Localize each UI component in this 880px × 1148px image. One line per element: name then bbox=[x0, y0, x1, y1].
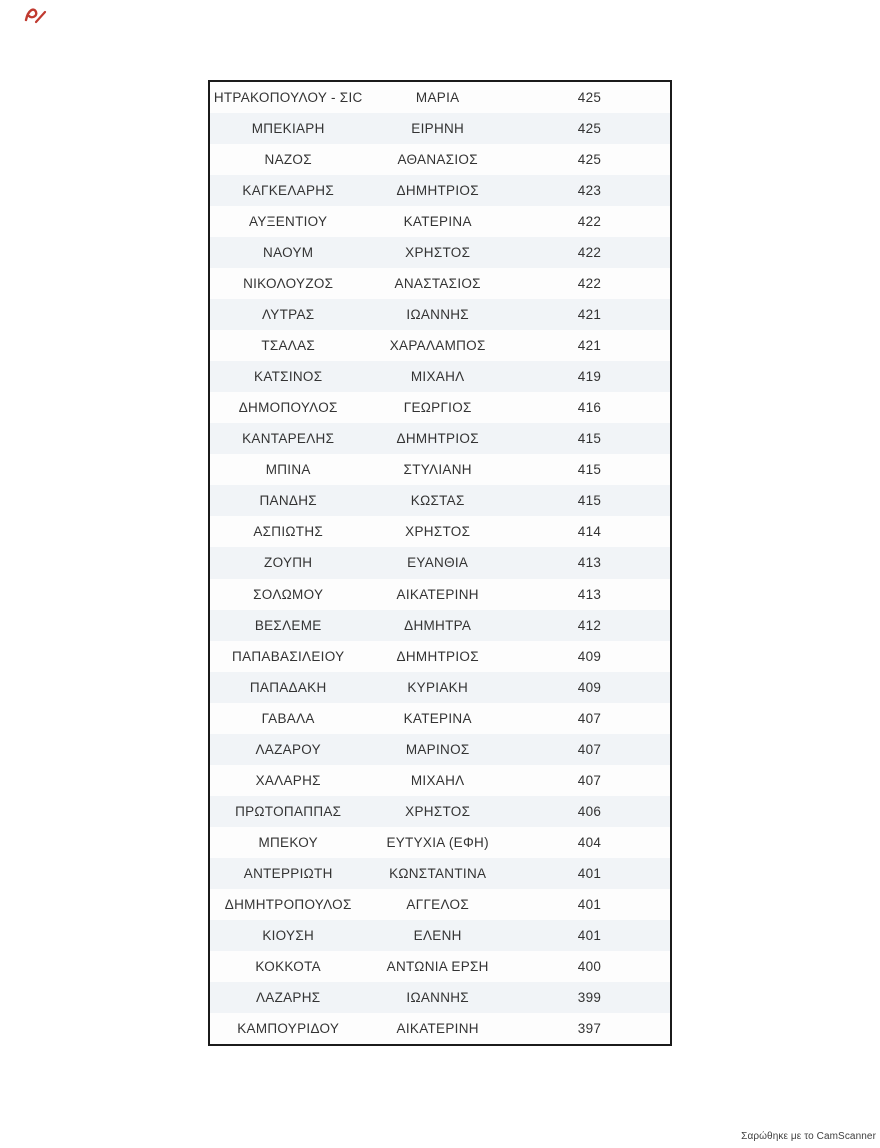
first-name-cell: ΧΡΗΣΤΟΣ bbox=[405, 803, 471, 819]
table-row bbox=[210, 268, 670, 299]
first-name-cell: ΓΕΩΡΓΙΟΣ bbox=[403, 400, 472, 416]
table-row bbox=[210, 858, 670, 889]
surname-cell: ΑΥΞΕΝΤΙΟΥ bbox=[249, 214, 328, 230]
votes-cell: 422 bbox=[577, 276, 602, 292]
table-row bbox=[210, 237, 670, 268]
votes-cell: 407 bbox=[577, 710, 602, 726]
first-name-cell: ΔΗΜΗΤΡΙΟΣ bbox=[396, 183, 479, 199]
votes-cell: 422 bbox=[577, 214, 602, 230]
votes-cell: 425 bbox=[577, 152, 602, 168]
votes-cell: 415 bbox=[577, 493, 602, 509]
votes-cell: 425 bbox=[577, 90, 602, 106]
table-row bbox=[210, 920, 670, 951]
votes-cell: 422 bbox=[577, 245, 602, 261]
first-name-cell: ΑΙΚΑΤΕΡΙΝΗ bbox=[396, 586, 479, 602]
votes-cell: 407 bbox=[577, 741, 602, 757]
first-name-cell: ΧΡΗΣΤΟΣ bbox=[405, 245, 471, 261]
votes-cell: 413 bbox=[577, 586, 602, 602]
table-row bbox=[210, 330, 670, 361]
first-name-cell: ΔΗΜΗΤΡΙΟΣ bbox=[396, 431, 479, 447]
first-name-cell: ΜΙΧΑΗΛ bbox=[410, 369, 465, 385]
votes-cell: 421 bbox=[577, 338, 602, 354]
first-name-cell: ΚΑΤΕΡΙΝΑ bbox=[403, 214, 472, 230]
table-row bbox=[210, 206, 670, 237]
votes-cell: 425 bbox=[577, 121, 602, 137]
votes-cell: 406 bbox=[577, 803, 602, 819]
first-name-cell: ΙΩΑΝΝΗΣ bbox=[406, 307, 469, 323]
first-name-cell: ΕΥΑΝΘΙΑ bbox=[407, 555, 469, 571]
votes-cell: 409 bbox=[577, 648, 602, 664]
surname-cell: ΠΑΝΔΗΣ bbox=[259, 493, 317, 509]
first-name-cell: ΑΝΑΣΤΑΣΙΟΣ bbox=[394, 276, 481, 292]
table-row bbox=[210, 361, 670, 392]
first-name-cell: ΚΩΣΤΑΣ bbox=[410, 493, 465, 509]
votes-cell: 413 bbox=[577, 555, 602, 571]
table-row bbox=[210, 547, 670, 578]
first-name-cell: ΚΩΝΣΤΑΝΤΙΝΑ bbox=[389, 865, 487, 881]
first-name-cell: ΚΥΡΙΑΚΗ bbox=[407, 679, 468, 695]
votes-cell: 415 bbox=[577, 462, 602, 478]
votes-cell: 416 bbox=[577, 400, 602, 416]
table-row bbox=[210, 672, 670, 703]
first-name-cell: ΧΡΗΣΤΟΣ bbox=[405, 524, 471, 540]
table-row bbox=[210, 827, 670, 858]
first-name-cell: ΙΩΑΝΝΗΣ bbox=[406, 989, 469, 1005]
votes-cell: 401 bbox=[577, 896, 602, 912]
surname-cell: ΣΟΛΩΜΟΥ bbox=[253, 586, 324, 602]
table-row bbox=[210, 516, 670, 547]
surname-cell: ΒΕΣΛΕΜΕ bbox=[254, 617, 322, 633]
table-row bbox=[210, 299, 670, 330]
surname-cell: ΠΡΩΤΟΠΑΠΠΑΣ bbox=[235, 803, 342, 819]
first-name-cell: ΧΑΡΑΛΑΜΠΟΣ bbox=[389, 338, 486, 354]
table-row bbox=[210, 765, 670, 796]
table-row bbox=[210, 579, 670, 610]
votes-cell: 423 bbox=[577, 183, 602, 199]
votes-cell: 400 bbox=[577, 958, 602, 974]
surname-cell: ΚΟΚΚΟΤΑ bbox=[255, 958, 321, 974]
votes-cell: 409 bbox=[577, 679, 602, 695]
surname-cell: ΑΝΤΕΡΡΙΩΤΗ bbox=[243, 865, 333, 881]
surname-cell: ΜΠΙΝΑ bbox=[265, 462, 311, 478]
votes-cell: 414 bbox=[577, 524, 602, 540]
table-row bbox=[210, 982, 670, 1013]
camscanner-watermark: Σαρώθηκε με το CamScanner bbox=[741, 1131, 876, 1142]
results-table bbox=[208, 80, 672, 1046]
table-row bbox=[210, 703, 670, 734]
table-row bbox=[210, 175, 670, 206]
table-row bbox=[210, 392, 670, 423]
surname-cell: ΜΠΕΚΟΥ bbox=[258, 834, 318, 850]
surname-cell: ΛΑΖΑΡΟΥ bbox=[255, 741, 321, 757]
first-name-cell: ΕΥΤΥΧΙΑ (ΕΦΗ) bbox=[386, 834, 489, 850]
surname-cell: ΤΣΑΛΑΣ bbox=[261, 338, 316, 354]
table-row bbox=[210, 889, 670, 920]
surname-cell: ΓΑΒΑΛΑ bbox=[261, 710, 315, 726]
first-name-cell: ΑΝΤΩΝΙΑ ΕΡΣΗ bbox=[386, 958, 489, 974]
first-name-cell: ΕΛΕΝΗ bbox=[413, 927, 462, 943]
surname-cell: ΚΑΝΤΑΡΕΛΗΣ bbox=[242, 431, 335, 447]
votes-cell: 401 bbox=[577, 865, 602, 881]
surname-cell: ΚΙΟΥΣΗ bbox=[262, 927, 315, 943]
first-name-cell: ΜΑΡΙΑ bbox=[415, 90, 460, 106]
surname-cell: ΛΥΤΡΑΣ bbox=[261, 307, 315, 323]
surname-cell: ΠΑΠΑΒΑΣΙΛΕΙΟΥ bbox=[232, 648, 345, 664]
table-row bbox=[210, 485, 670, 516]
table-row bbox=[210, 1013, 670, 1044]
votes-cell: 421 bbox=[577, 307, 602, 323]
first-name-cell: ΔΗΜΗΤΡΑ bbox=[404, 617, 472, 633]
red-pen-mark-icon bbox=[22, 4, 50, 28]
table-row bbox=[210, 423, 670, 454]
votes-cell: 407 bbox=[577, 772, 602, 788]
surname-cell: ΚΑΜΠΟΥΡΙΔΟΥ bbox=[237, 1020, 340, 1036]
first-name-cell: ΔΗΜΗΤΡΙΟΣ bbox=[396, 648, 479, 664]
surname-cell: ΧΑΛΑΡΗΣ bbox=[255, 772, 321, 788]
votes-cell: 399 bbox=[577, 989, 602, 1005]
first-name-cell: ΑΙΚΑΤΕΡΙΝΗ bbox=[396, 1020, 479, 1036]
surname-cell: ΝΑΖΟΣ bbox=[264, 152, 312, 168]
surname-cell: ΚΑΤΣΙΝΟΣ bbox=[254, 369, 323, 385]
surname-cell: ΗΤΡΑΚΟΠΟΥΛΟΥ - ΣΙC bbox=[213, 90, 363, 106]
table-row bbox=[210, 951, 670, 982]
first-name-cell: ΑΘΑΝΑΣΙΟΣ bbox=[397, 152, 478, 168]
table-row bbox=[210, 641, 670, 672]
votes-cell: 419 bbox=[577, 369, 602, 385]
surname-cell: ΚΑΓΚΕΛΑΡΗΣ bbox=[242, 183, 334, 199]
surname-cell: ΝΙΚΟΛΟΥΖΟΣ bbox=[243, 276, 334, 292]
votes-cell: 404 bbox=[577, 834, 602, 850]
first-name-cell: ΚΑΤΕΡΙΝΑ bbox=[403, 710, 472, 726]
surname-cell: ΔΗΜΟΠΟΥΛΟΣ bbox=[238, 400, 338, 416]
votes-cell: 397 bbox=[577, 1020, 602, 1036]
surname-cell: ΔΗΜΗΤΡΟΠΟΥΛΟΣ bbox=[224, 896, 352, 912]
first-name-cell: ΜΙΧΑΗΛ bbox=[410, 772, 465, 788]
table-row bbox=[210, 144, 670, 175]
table-row bbox=[210, 454, 670, 485]
votes-cell: 401 bbox=[577, 927, 602, 943]
votes-cell: 415 bbox=[577, 431, 602, 447]
surname-cell: ΠΑΠΑΔΑΚΗ bbox=[249, 679, 327, 695]
table-row bbox=[210, 113, 670, 144]
surname-cell: ΑΣΠΙΩΤΗΣ bbox=[253, 524, 324, 540]
table-row bbox=[210, 796, 670, 827]
surname-cell: ΛΑΖΑΡΗΣ bbox=[255, 989, 321, 1005]
surname-cell: ΝΑΟΥΜ bbox=[263, 245, 314, 261]
first-name-cell: ΜΑΡΙΝΟΣ bbox=[405, 741, 470, 757]
table-row bbox=[210, 610, 670, 641]
first-name-cell: ΑΓΓΕΛΟΣ bbox=[406, 896, 469, 912]
votes-cell: 412 bbox=[577, 617, 602, 633]
surname-cell: ΖΟΥΠΗ bbox=[264, 555, 313, 571]
table-row bbox=[210, 734, 670, 765]
first-name-cell: ΕΙΡΗΝΗ bbox=[411, 121, 465, 137]
table-row bbox=[210, 82, 670, 113]
surname-cell: ΜΠΕΚΙΑΡΗ bbox=[251, 121, 325, 137]
first-name-cell: ΣΤΥΛΙΑΝΗ bbox=[403, 462, 472, 478]
